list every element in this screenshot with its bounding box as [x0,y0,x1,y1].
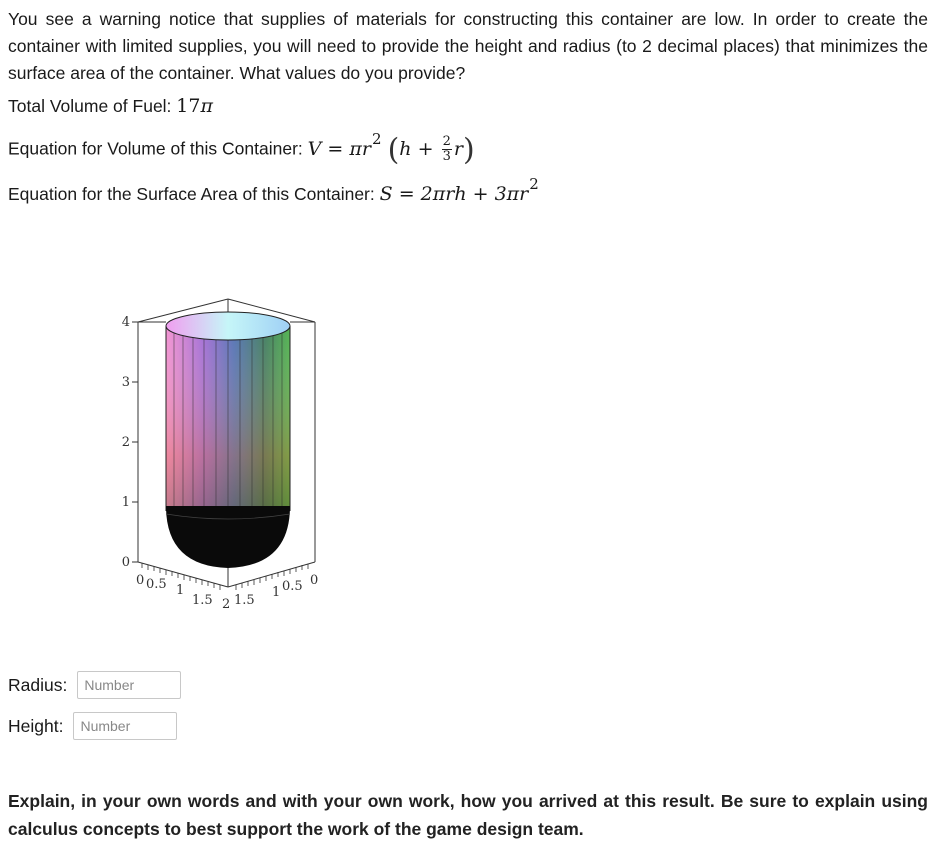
y-tick-label: 0.5 [282,579,303,594]
height-label: Height: [8,715,64,736]
radius-input[interactable] [77,671,181,699]
x-tick-label: 1.5 [192,593,213,608]
z-tick-label: 1 [121,495,130,510]
z-tick-label: 2 [121,435,130,450]
volume-equation: $V = \pi r^2$ (h + $\frac{2}{3}$ r) [307,129,475,167]
container-3d-plot [110,292,340,617]
surface-equation-line [8,175,539,205]
z-tick-label: 4 [121,315,130,330]
volume-equation-line [8,129,475,167]
top-cap [166,312,290,340]
hemisphere-bottom [166,506,290,568]
x-tick-label: 2 [222,597,231,612]
surface-equation-label: Equation for the Surface Area of this Container: [8,184,375,204]
radius-row [8,671,181,699]
y-tick-label: 1 [272,585,281,600]
y-tick-label: 1.5 [234,593,255,608]
total-volume-label: Total Volume of Fuel: [8,96,172,116]
total-volume-value: 17π [176,95,213,117]
z-tick-label: 0 [121,555,130,570]
height-input[interactable] [73,712,177,740]
radius-label: Radius: [8,674,68,695]
problem-intro: You see a warning notice that supplies of materials for constructing this container are low. In order to create the container with limited supplies, you will need to provide the height and radius (to 2 decimal places) that minimizes the surface area of the container. What values do you provide? [8,9,928,83]
explain-instructions: Explain, in your own words and with your own work, how you arrived at this result. Be sure to explain using calculus concepts to best support the work of the game design team. [8,791,928,839]
x-tick-label: 0 [136,573,145,588]
x-tick-label: 0.5 [146,577,167,592]
y-tick-label: 0 [310,573,319,588]
x-tick-label: 1 [176,583,185,598]
z-tick-label: 3 [121,375,130,390]
height-row [8,712,177,740]
total-volume-line [8,95,213,117]
volume-equation-label: Equation for Volume of this Container: [8,138,303,159]
cylinder-body [166,326,290,511]
surface-equation: $S = 2\pi rh + 3\pi r^2$ [379,175,539,205]
fraction-two-thirds: $\frac{2}{3}$ [442,134,451,164]
